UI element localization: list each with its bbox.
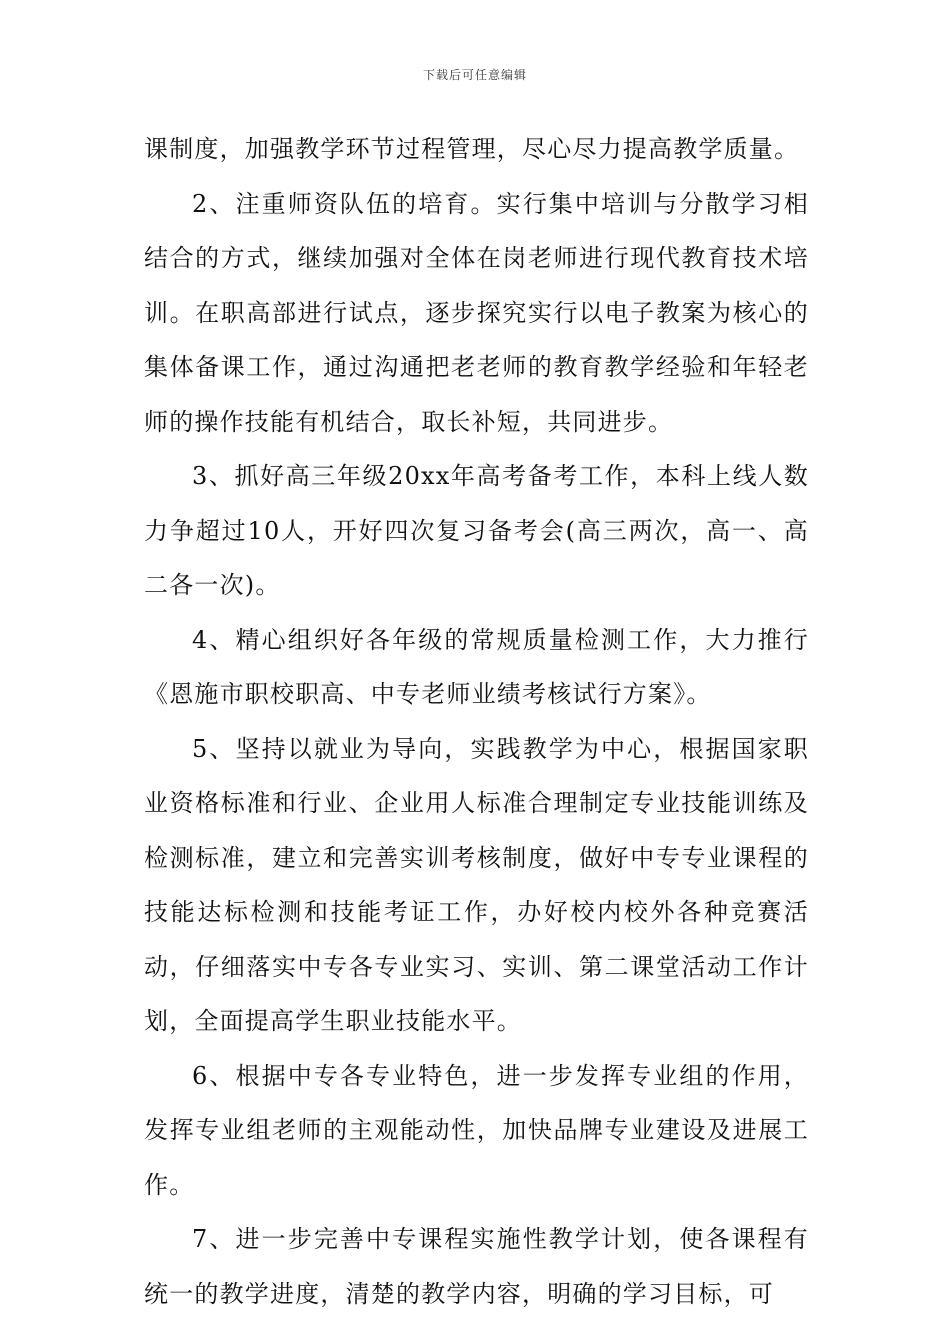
paragraph-6: 6、根据中专各专业特色，进一步发挥专业组的作用，发挥专业组老师的主观能动性，加快品牌专业建设及进展工作。 — [144, 1061, 809, 1199]
paragraph-7: 7、进一步完善中专课程实施性教学计划，使各课程有统一的教学进度，清楚的教学内容，明确的学习目标，可 — [144, 1225, 809, 1308]
paragraph-2: 2、注重师资队伍的培育。实行集中培训与分散学习相结合的方式，继续加强对全体在岗老师进行现代教育技术培训。在职高部进行试点，逐步探究实行以电子教案为核心的集体备课工作，通过沟通把老老师的教育教学经验和年轻老师的操作技能有机结合，取长补短，共同进步。 — [144, 189, 809, 436]
page-header: 下载后可任意编辑 — [422, 68, 527, 82]
paragraph-3: 3、抓好高三年级20xx年高考备考工作，本科上线人数力争超过10人，开好四次复习备考会(高三两次，高一、高二各一次)。 — [144, 462, 809, 599]
document-body — [144, 122, 809, 1321]
paragraph-5: 5、坚持以就业为导向，实践教学为中心，根据国家职业资格标准和行业、企业用人标准合理制定专业技能训练及检测标准，建立和完善实训考核制度，做好中专专业课程的技能达标检测和技能考证工作，办好校内校外各种竞赛活动，仔细落实中专各专业实习、实训、第二课堂活动工作计划，全面提高学生职业技能水平。 — [144, 734, 809, 1035]
paragraph-1: 课制度，加强教学环节过程管理，尽心尽力提高教学质量。 — [144, 135, 800, 163]
paragraph-4: 4、精心组织好各年级的常规质量检测工作，大力推行《恩施市职校职高、中专老师业绩考核试行方案》。 — [144, 625, 809, 708]
